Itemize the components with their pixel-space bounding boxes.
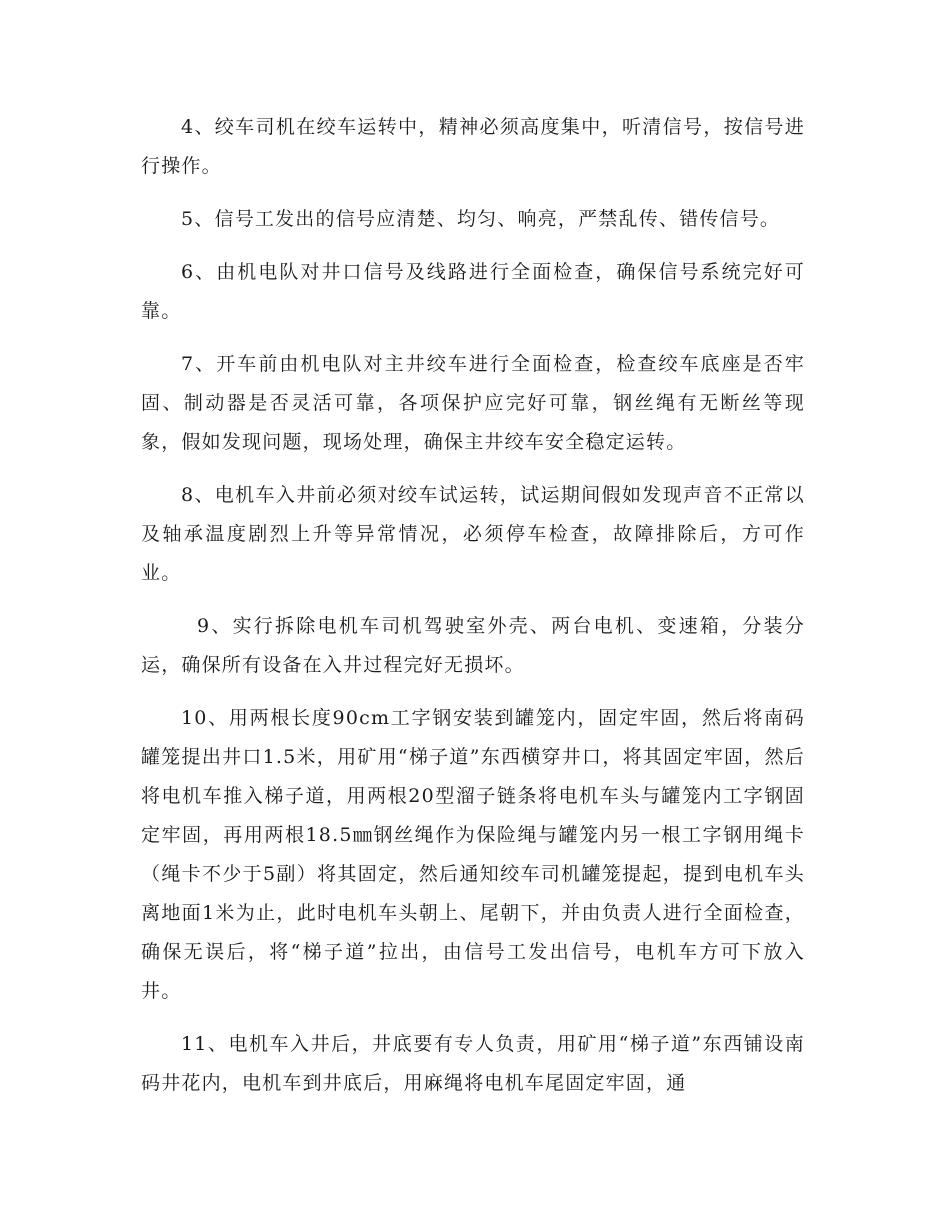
paragraph-4: 4、绞车司机在绞车运转中，精神必须高度集中，听清信号，按信号进行操作。 — [141, 116, 805, 177]
paragraph-5: 5、信号工发出的信号应清楚、均匀、响亮，严禁乱传、错传信号。 — [181, 208, 781, 230]
paragraph-9: 9、实行拆除电机车司机驾驶室外壳、两台电机、变速箱，分装分运，确保所有设备在入井过程完好无损坏。 — [141, 615, 805, 676]
paragraph-10: 10、用两根长度90cm工字钢安装到罐笼内，固定牢固，然后将南码罐笼提出井口1.5米，用矿用“梯子道”东西横穿井口，将其固定牢固，然后将电机车推入梯子道，用两根20型溜子链条将电机车头与罐笼内工字钢固定牢固，再用两根18.5㎜钢丝绳作为保险绳与罐笼内另一根工字钢用绳卡（绳卡不少于5副）将其固定，然后通知绞车司机罐笼提起，提到电机车头离地面1米为止，此时电机车头朝上、尾朝下，并由负责人进行全面检查，确保无误后，将“梯子道”拉出，由信号工发出信号，电机车方可下放入井。 — [141, 707, 805, 1002]
paragraph-7: 7、开车前由机电队对主井绞车进行全面检查，检查绞车底座是否牢固、制动器是否灵活可靠，各项保护应完好可靠，钢丝绳有无断丝等现象，假如发现问题，现场处理，确保主井绞车安全稳定运转。 — [141, 353, 805, 453]
paragraph-6: 6、由机电队对井口信号及线路进行全面检查，确保信号系统完好可靠。 — [141, 261, 805, 322]
document-body — [141, 108, 805, 1117]
paragraph-8: 8、电机车入井前必须对绞车试运转，试运期间假如发现声音不正常以及轴承温度剧烈上升等异常情况，必须停车检查，故障排除后，方可作业。 — [141, 484, 805, 584]
paragraph-11: 11、电机车入井后，井底要有专人负责，用矿用“梯子道”东西铺设南码井花内，电机车到井底后，用麻绳将电机车尾固定牢固，通 — [141, 1033, 805, 1094]
